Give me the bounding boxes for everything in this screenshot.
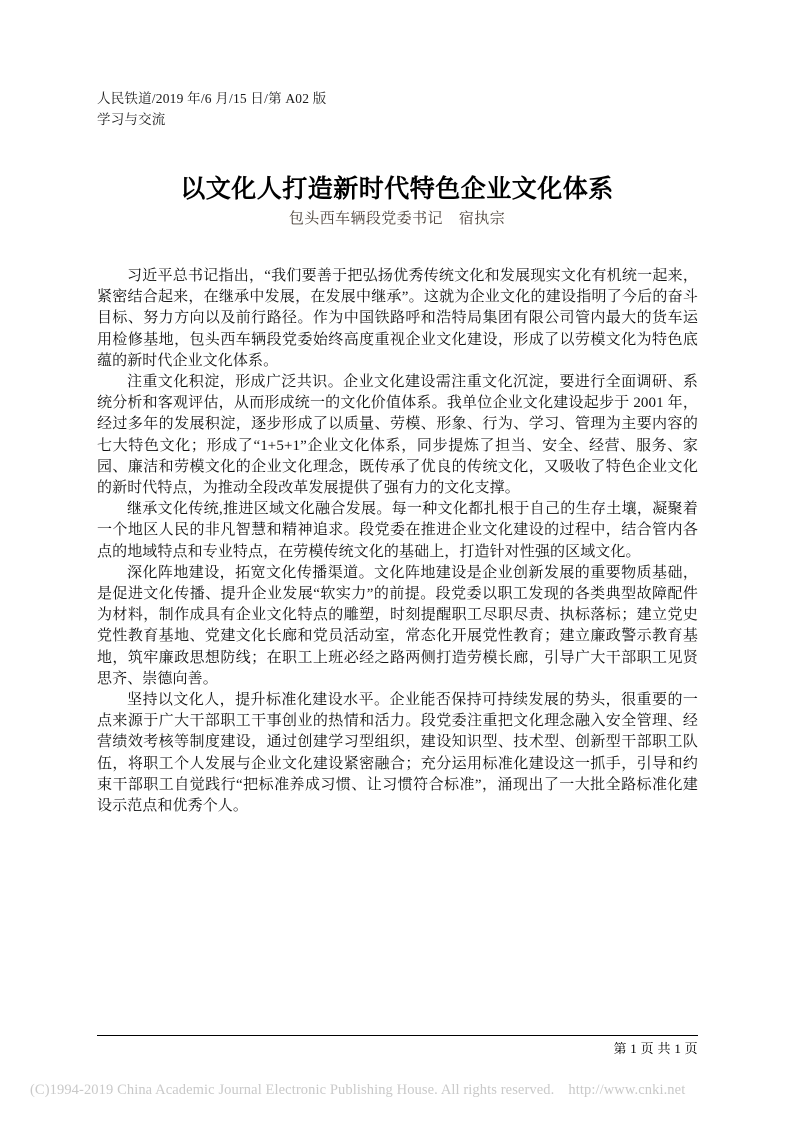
byline-affiliation-role: 包头西车辆段党委书记 bbox=[288, 211, 443, 227]
masthead-source-line: 人民铁道/2019 年/6 月/15 日/第 A02 版 bbox=[97, 91, 327, 106]
article-title: 以文化人打造新时代特色企业文化体系 bbox=[180, 173, 614, 203]
masthead bbox=[97, 88, 697, 130]
copyright-text: (C)1994-2019 China Academic Journal Electronic Publishing House. All rights reserved. bbox=[30, 1082, 555, 1098]
body-paragraph: 注重文化积淀，形成广泛共识。企业文化建设需注重文化沉淀，要进行全面调研、系统分析和客观评估，从而形成统一的文化价值体系。我单位企业文化建设起步于 2001 年，经过多年的发展积淀，逐步形成了以质量、劳模、形象、行为、学习、管理为主要内容的七大特色文化；形成了“1+5+1”企业文化体系，同步提炼了担当、安全、经营、服务、家园、廉洁和劳模文化的企业文化理念，既传承了优良的传统文化，又吸收了特色企业文化的新时代特点，为推动全段改革发展提供了强有力的文化支撑。 bbox=[97, 374, 698, 497]
copyright-url: http://www.cnki.net bbox=[568, 1082, 686, 1098]
body-paragraph: 习近平总书记指出，“我们要善于把弘扬优秀传统文化和发展现实文化有机统一起来，紧密结合起来，在继承中发展，在发展中继承”。这就为企业文化的建设指明了今后的奋斗目标、努力方向以及前行路径。作为中国铁路呼和浩特局集团有限公司管内最大的货车运用检修基地，包头西车辆段党委始终高度重视企业文化建设，形成了以劳模文化为特色底蕴的新时代企业文化体系。 bbox=[97, 268, 698, 369]
article-byline bbox=[97, 208, 697, 230]
footer-divider bbox=[97, 1035, 698, 1036]
body-paragraph: 深化阵地建设，拓宽文化传播渠道。文化阵地建设是企业创新发展的重要物质基础，是促进文化传播、提升企业发展“软实力”的前提。段党委以职工发现的各类典型故障配件为材料，制作成具有企业文化特点的雕塑，时刻提醒职工尽职尽责、执标落标；建立党史党性教育基地、党建文化长廊和党员活动室，常态化开展党性教育；建立廉政警示教育基地，筑牢廉政思想防线；在职工上班必经之路两侧打造劳模长廊，引导广大干部职工见贤思齐、崇德向善。 bbox=[97, 564, 698, 687]
article-body bbox=[97, 266, 698, 817]
body-paragraph: 继承文化传统,推进区域文化融合发展。每一种文化都扎根于自己的生存土壤，凝聚着一个地区人民的非凡智慧和精神追求。段党委在推进企业文化建设的过程中，结合管内各点的地域特点和专业特点，在劳模传统文化的基础上，打造针对性强的区域文化。 bbox=[97, 501, 698, 560]
page-number: 第 1 页 共 1 页 bbox=[613, 1041, 698, 1056]
byline-author: 宿执宗 bbox=[458, 211, 506, 227]
body-paragraph: 坚持以文化人，提升标准化建设水平。企业能否保持可持续发展的势头，很重要的一点来源于广大干部职工干事创业的热情和活力。段党委注重把文化理念融入安全管理、经营绩效考核等制度建设，通过创建学习型组织，建设知识型、技术型、创新型干部职工队伍，将职工个人发展与企业文化建设紧密融合；充分运用标准化建设这一抓手，引导和约束干部职工自觉践行“把标准养成习惯、让习惯符合标准”，涌现出了一大批全路标准化建设示范点和优秀个人。 bbox=[97, 692, 698, 815]
masthead-section-line: 学习与交流 bbox=[97, 112, 166, 127]
copyright-notice bbox=[30, 1080, 770, 1100]
